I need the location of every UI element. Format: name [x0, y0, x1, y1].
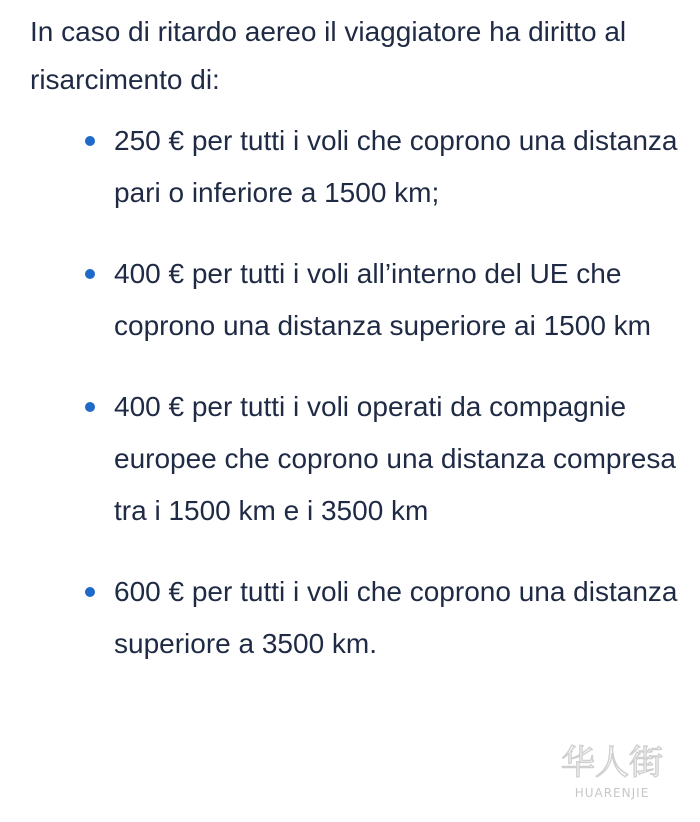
compensation-list	[30, 104, 680, 670]
watermark-calligraphy-icon	[547, 738, 677, 784]
watermark-logo	[542, 738, 682, 808]
list-item-text: 600 € per tutti i voli che coprono una distanza superiore a 3500 km.	[114, 576, 678, 659]
list-item	[30, 248, 680, 352]
list-item	[30, 381, 680, 537]
list-item-text: 400 € per tutti i voli all’interno del UE che coprono una distanza superiore ai 1500 km	[114, 258, 652, 341]
bullet-dot-icon	[85, 269, 95, 279]
watermark-site-text: HUARENJIE	[574, 786, 650, 800]
intro-paragraph: In caso di ritardo aereo il viaggiatore ha diritto al risarcimento di:	[30, 16, 627, 95]
bullet-dot-icon	[85, 402, 95, 412]
list-item	[30, 566, 680, 670]
bullet-dot-icon	[85, 587, 95, 597]
bullet-dot-icon	[85, 136, 95, 146]
list-item-text: 250 € per tutti i voli che coprono una distanza pari o inferiore a 1500 km;	[114, 125, 678, 208]
list-item-text: 400 € per tutti i voli operati da compagnie europee che coprono una distanza compresa tra i 1500 km e i 3500 km	[114, 391, 676, 526]
article-content	[30, 0, 680, 670]
watermark-logo-text: 华人街	[561, 743, 663, 783]
list-item	[30, 115, 680, 219]
